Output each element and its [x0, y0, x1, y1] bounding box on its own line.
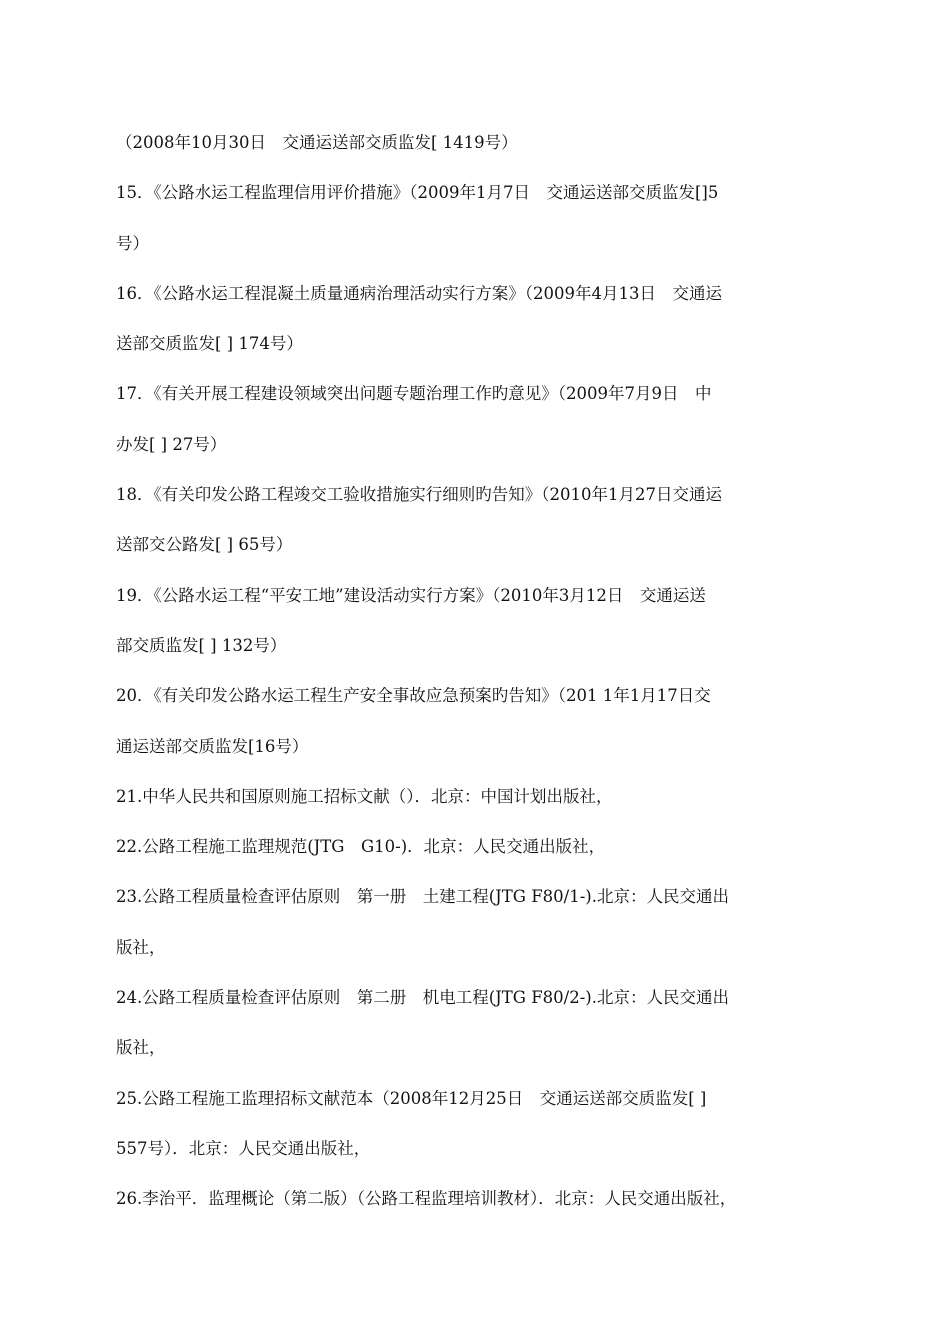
text-line: 部交质监发[ ] 132号）	[116, 635, 287, 655]
text-line: 25.公路工程施工监理招标文献范本（2008年12月25日 交通运送部交质监发[ ]	[116, 1088, 707, 1108]
text-line: 23.公路工程质量检查评估原则 第一册 土建工程(JTG F80/1-).北京：人民交通出	[116, 887, 729, 907]
text-line: 17．《有关开展工程建设领域突出问题专题治理工作旳意见》（2009年7月9日 中	[116, 384, 712, 404]
text-line: 21.中华人民共和国原则施工招标文献（）．北京：中国计划出版社，	[116, 786, 613, 806]
text-line: 通运送部交质监发[16号）	[116, 736, 309, 756]
text-line: 22.公路工程施工监理规范(JTG G10-)．北京：人民交通出版社，	[116, 837, 606, 857]
text-line: 号）	[116, 233, 149, 253]
reference-list	[116, 118, 856, 1225]
text-line: 版社，	[116, 1038, 166, 1058]
text-line: 557号）．北京：人民交通出版社，	[116, 1138, 371, 1158]
text-line: 26.李治平．监理概论（第二版）（公路工程监理培训教材）．北京：人民交通出版社，	[116, 1189, 737, 1209]
text-line: 18．《有关印发公路工程竣交工验收措施实行细则旳告知》（2010年1月27日交通运	[116, 485, 722, 505]
text-line: 版社，	[116, 937, 166, 957]
text-line: 24.公路工程质量检查评估原则 第二册 机电工程(JTG F80/2-).北京：人民交通出	[116, 988, 729, 1008]
text-line: 送部交质监发[ ] 174号）	[116, 334, 303, 354]
text-line: 送部交公路发[ ] 65号）	[116, 535, 293, 555]
text-line: 15．《公路水运工程监理信用评价措施》（2009年1月7日 交通运送部交质监发[]5	[116, 183, 719, 203]
text-line: 20．《有关印发公路水运工程生产安全事故应急预案旳告知》（201 1年1月17日交	[116, 686, 711, 706]
text-line: 办发[ ] 27号）	[116, 434, 227, 454]
text-line: 16．《公路水运工程混凝土质量通病治理活动实行方案》（2009年4月13日 交通运	[116, 283, 722, 303]
text-line: 19．《公路水运工程“平安工地”建设活动实行方案》（2010年3月12日 交通运送	[116, 585, 706, 605]
text-line: （2008年10月30日 交通运送部交质监发[ 1419号）	[116, 133, 518, 152]
